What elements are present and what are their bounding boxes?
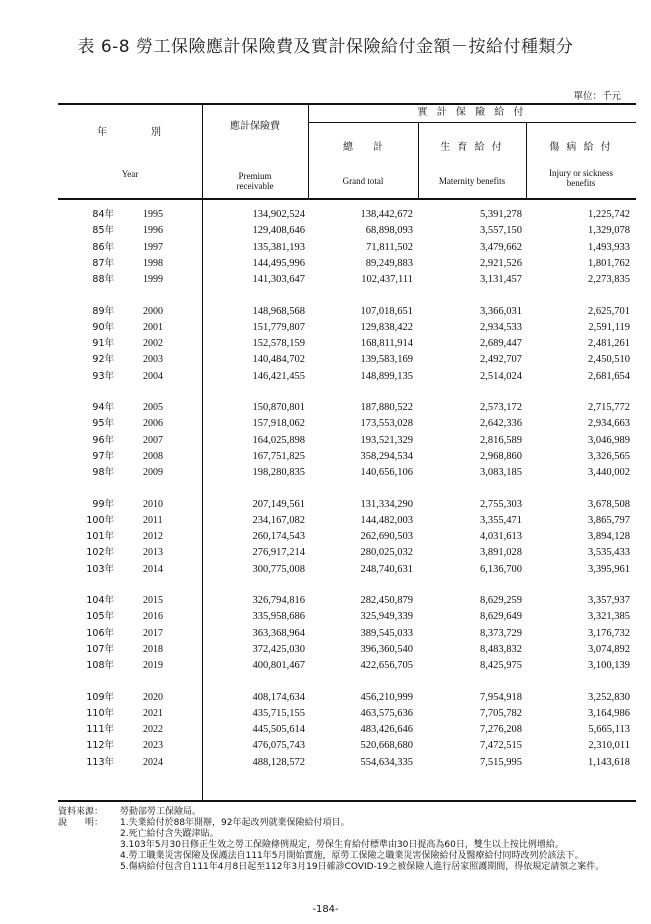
table-row — [58, 223, 636, 239]
year-ad-cell: 2002 — [143, 338, 163, 350]
header-premium-en-1: Premium — [238, 171, 272, 181]
grand-total-cell: 554,634,335 — [360, 756, 413, 768]
maternity-cell: 8,373,729 — [480, 627, 522, 639]
table-row — [58, 336, 636, 352]
table-row — [58, 545, 636, 561]
header-premium-en-2: receivable — [236, 181, 274, 191]
page-title: 表 6-8 勞工保險應計保險費及實計保險給付金額－按給付種類分 — [77, 37, 574, 57]
premium-cell: 152,578,159 — [252, 338, 305, 350]
sickness-cell: 2,310,011 — [588, 740, 630, 752]
sickness-cell: 3,440,002 — [588, 467, 630, 479]
sickness-cell: 1,225,742 — [588, 209, 630, 220]
table-row — [58, 207, 636, 223]
table-row — [58, 272, 636, 288]
year-ad-cell: 2000 — [143, 305, 163, 317]
year-roc-cell: 95年 — [92, 418, 114, 430]
table-row — [58, 433, 636, 449]
table-row — [58, 609, 636, 625]
year-ad-cell: 1995 — [143, 209, 163, 220]
year-roc-cell: 113年 — [86, 756, 114, 768]
premium-cell: 157,918,062 — [252, 418, 305, 430]
year-roc-cell: 108年 — [86, 660, 114, 672]
year-ad-cell: 2009 — [143, 467, 163, 479]
premium-cell: 148,968,568 — [252, 305, 305, 317]
grand-total-cell: 131,334,290 — [360, 498, 413, 510]
table-row — [58, 722, 636, 738]
year-ad-cell: 2003 — [143, 354, 163, 366]
header-maternity-en: Maternity benefits — [438, 176, 506, 186]
year-roc-cell: 106年 — [86, 627, 114, 639]
grand-total-cell: 325,949,339 — [360, 611, 413, 623]
header-grand-total-en: Grand total — [342, 176, 384, 186]
sickness-cell: 3,046,989 — [588, 434, 630, 446]
premium-cell: 400,801,467 — [252, 660, 305, 672]
sickness-cell: 1,143,618 — [588, 756, 630, 768]
source-line — [58, 807, 638, 818]
maternity-cell: 7,705,782 — [480, 707, 522, 719]
year-roc-cell: 100年 — [86, 514, 114, 526]
year-ad-cell: 2007 — [143, 434, 163, 446]
maternity-cell: 2,573,172 — [480, 402, 522, 413]
sickness-cell: 3,252,830 — [588, 691, 630, 703]
maternity-cell: 3,131,457 — [480, 274, 522, 286]
header-sickness-en-1: Injury or sickness — [549, 168, 613, 178]
table-row — [58, 369, 636, 385]
table-row — [58, 416, 636, 432]
table-row — [58, 449, 636, 465]
year-ad-cell: 2014 — [143, 563, 163, 575]
grand-total-cell: 193,521,329 — [360, 434, 413, 446]
header-sickness-zh: 傷 病 給 付 — [549, 142, 613, 153]
maternity-cell: 8,629,259 — [480, 595, 522, 606]
sickness-cell: 2,450,510 — [588, 354, 630, 366]
maternity-cell: 7,515,995 — [480, 756, 522, 768]
year-ad-cell: 2001 — [143, 321, 163, 333]
sickness-cell: 3,321,385 — [588, 611, 630, 623]
grand-total-cell: 148,899,135 — [360, 370, 413, 382]
year-roc-cell: 104年 — [86, 595, 114, 606]
grand-total-cell: 187,880,522 — [360, 402, 413, 413]
year-roc-cell: 84年 — [92, 209, 114, 220]
header-subrule — [308, 122, 636, 123]
sickness-cell: 3,100,139 — [588, 660, 630, 672]
year-roc-cell: 97年 — [92, 450, 114, 462]
sickness-cell: 2,481,261 — [588, 338, 630, 350]
maternity-cell: 2,968,860 — [480, 450, 522, 462]
year-ad-cell: 2018 — [143, 643, 163, 655]
year-roc-cell: 88年 — [92, 274, 114, 286]
premium-cell: 198,280,835 — [252, 467, 305, 479]
notes — [58, 807, 638, 873]
premium-cell: 363,368,964 — [252, 627, 305, 639]
maternity-cell: 2,642,336 — [480, 418, 522, 430]
table-row — [58, 465, 636, 481]
maternity-cell: 8,483,832 — [480, 643, 522, 655]
year-ad-cell: 2023 — [143, 740, 163, 752]
maternity-cell: 2,816,589 — [480, 434, 522, 446]
grand-total-cell: 248,740,631 — [360, 563, 413, 575]
sickness-cell: 5,665,113 — [588, 724, 630, 736]
table-row — [58, 513, 636, 529]
maternity-cell: 2,934,533 — [480, 321, 522, 333]
table-row — [58, 755, 636, 771]
premium-cell: 207,149,561 — [252, 498, 305, 510]
year-ad-cell: 2020 — [143, 691, 163, 703]
year-roc-cell: 105年 — [86, 611, 114, 623]
note-line — [58, 829, 638, 840]
sickness-cell: 3,395,961 — [588, 563, 630, 575]
table-row — [58, 320, 636, 336]
year-ad-cell: 2004 — [143, 370, 163, 382]
year-ad-cell: 1997 — [143, 241, 163, 253]
sickness-cell: 3,176,732 — [588, 627, 630, 639]
table-row — [58, 562, 636, 578]
table-row — [58, 690, 636, 706]
grand-total-cell: 138,442,672 — [360, 209, 413, 220]
premium-cell: 234,167,082 — [252, 514, 305, 526]
table-row — [58, 642, 636, 658]
premium-cell: 164,025,898 — [252, 434, 305, 446]
maternity-cell: 3,479,662 — [480, 241, 522, 253]
year-roc-cell: 102年 — [86, 547, 114, 559]
premium-cell: 129,408,646 — [252, 225, 305, 237]
year-roc-cell: 109年 — [86, 691, 114, 703]
grand-total-cell: 389,545,033 — [360, 627, 413, 639]
year-roc-cell: 86年 — [92, 241, 114, 253]
year-roc-cell: 92年 — [92, 354, 114, 366]
sickness-cell: 3,894,128 — [588, 531, 630, 543]
year-roc-cell: 110年 — [86, 707, 114, 719]
header-year-zh-2: 別 — [151, 127, 161, 138]
table-row — [58, 706, 636, 722]
premium-cell: 435,715,155 — [252, 707, 305, 719]
year-roc-cell: 94年 — [92, 402, 114, 413]
year-roc-cell: 87年 — [92, 257, 114, 269]
year-roc-cell: 90年 — [92, 321, 114, 333]
table-row — [58, 256, 636, 272]
sickness-cell: 3,865,797 — [588, 514, 630, 526]
premium-cell: 488,128,572 — [252, 756, 305, 768]
year-roc-cell: 93年 — [92, 370, 114, 382]
grand-total-cell: 358,294,534 — [360, 450, 413, 462]
table-row — [58, 352, 636, 368]
year-roc-cell: 96年 — [92, 434, 114, 446]
premium-cell: 146,421,455 — [252, 370, 305, 382]
note-line — [58, 851, 638, 862]
grand-total-cell: 139,583,169 — [360, 354, 413, 366]
year-roc-cell: 112年 — [86, 740, 114, 752]
header-actual-benefits: 實 計 保 險 給 付 — [417, 107, 527, 118]
maternity-cell: 7,954,918 — [480, 691, 522, 703]
table-row — [58, 593, 636, 609]
premium-cell: 326,794,816 — [252, 595, 305, 606]
grand-total-cell: 396,360,540 — [360, 643, 413, 655]
maternity-cell: 5,391,278 — [480, 209, 522, 220]
maternity-cell: 3,891,028 — [480, 547, 522, 559]
premium-cell: 151,779,807 — [252, 321, 305, 333]
maternity-cell: 2,492,707 — [480, 354, 522, 366]
maternity-cell: 3,557,150 — [480, 225, 522, 237]
sickness-cell: 3,074,892 — [588, 643, 630, 655]
premium-cell: 141,303,647 — [252, 274, 305, 286]
sickness-cell: 2,625,701 — [588, 305, 630, 317]
year-ad-cell: 2010 — [143, 498, 163, 510]
sickness-cell: 2,273,835 — [588, 274, 630, 286]
year-ad-cell: 2017 — [143, 627, 163, 639]
grand-total-cell: 102,437,111 — [361, 274, 413, 286]
grand-total-cell: 282,450,879 — [360, 595, 413, 606]
note-item: 5.傷病給付包含自111年4月8日起至112年3月19日確診COVID-19之被保險人進行居家照護期間，得依規定請領之案件。 — [120, 862, 605, 872]
year-roc-cell: 91年 — [92, 338, 114, 350]
sickness-cell: 2,934,663 — [588, 418, 630, 430]
maternity-cell: 7,472,515 — [480, 740, 522, 752]
note-line — [58, 840, 638, 851]
grand-total-cell: 520,668,680 — [360, 740, 413, 752]
header-grand-total-zh: 總 計 — [343, 142, 383, 153]
note-item: 4.勞工職業災害保險及保護法自111年5月開始實施，原勞工保險之職業災害保險給付及醫療給付同時改列於該法下。 — [120, 851, 584, 861]
premium-cell: 260,174,543 — [252, 531, 305, 543]
year-ad-cell: 2006 — [143, 418, 163, 430]
premium-cell: 408,174,634 — [252, 691, 305, 703]
header-bottom-rule — [58, 198, 636, 200]
sickness-cell: 3,326,565 — [588, 450, 630, 462]
year-roc-cell: 99年 — [92, 498, 114, 510]
grand-total-cell: 262,690,503 — [360, 531, 413, 543]
premium-cell: 167,751,825 — [252, 450, 305, 462]
maternity-cell: 7,276,208 — [480, 724, 522, 736]
grand-total-cell: 422,656,705 — [360, 660, 413, 672]
year-ad-cell: 1998 — [143, 257, 163, 269]
grand-total-cell: 144,482,003 — [360, 514, 413, 526]
sickness-cell: 1,801,762 — [588, 257, 630, 269]
maternity-cell: 8,629,649 — [480, 611, 522, 623]
year-ad-cell: 2015 — [143, 595, 163, 606]
table-row — [58, 240, 636, 256]
sickness-cell: 3,164,986 — [588, 707, 630, 719]
premium-cell: 276,917,214 — [252, 547, 305, 559]
grand-total-cell: 71,811,502 — [366, 241, 413, 253]
grand-total-cell: 129,838,422 — [360, 321, 413, 333]
sickness-cell: 2,591,119 — [588, 321, 630, 333]
header-premium-zh: 應計保險費 — [230, 121, 280, 132]
sickness-cell: 3,357,937 — [588, 595, 630, 606]
table-row — [58, 529, 636, 545]
table-top-rule — [58, 103, 636, 105]
grand-total-cell: 173,553,028 — [360, 418, 413, 430]
premium-cell: 144,495,996 — [252, 257, 305, 269]
year-ad-cell: 1999 — [143, 274, 163, 286]
year-roc-cell: 111年 — [86, 724, 114, 736]
sickness-cell: 1,493,933 — [588, 241, 630, 253]
year-ad-cell: 2022 — [143, 724, 163, 736]
grand-total-cell: 168,811,914 — [360, 338, 413, 350]
header-sickness-en-2: benefits — [566, 178, 596, 188]
source-label: 資料來源： — [58, 807, 104, 817]
maternity-cell: 3,366,031 — [480, 305, 522, 317]
premium-cell: 140,484,702 — [252, 354, 305, 366]
year-ad-cell: 1996 — [143, 225, 163, 237]
year-ad-cell: 2024 — [143, 756, 163, 768]
page-number: -184- — [312, 904, 339, 915]
grand-total-cell: 463,575,636 — [360, 707, 413, 719]
grand-total-cell: 89,249,883 — [365, 257, 413, 269]
maternity-cell: 2,921,526 — [480, 257, 522, 269]
maternity-cell: 3,355,471 — [480, 514, 522, 526]
table-row — [58, 658, 636, 674]
year-roc-cell: 101年 — [86, 531, 114, 543]
year-ad-cell: 2008 — [143, 450, 163, 462]
year-roc-cell: 85年 — [92, 225, 114, 237]
sickness-cell: 1,329,078 — [588, 225, 630, 237]
premium-cell: 300,775,008 — [252, 563, 305, 575]
maternity-cell: 4,031,613 — [480, 531, 522, 543]
table-bottom-rule — [58, 800, 636, 802]
year-ad-cell: 2011 — [143, 514, 163, 526]
year-ad-cell: 2021 — [143, 707, 163, 719]
year-ad-cell: 2013 — [143, 547, 163, 559]
year-ad-cell: 2012 — [143, 531, 163, 543]
note-line — [58, 862, 638, 873]
year-roc-cell: 103年 — [86, 563, 114, 575]
grand-total-cell: 68,898,093 — [365, 225, 413, 237]
explain-line — [58, 818, 638, 829]
year-roc-cell: 98年 — [92, 467, 114, 479]
note-item: 2.死亡給付含失蹤津貼。 — [120, 829, 219, 839]
maternity-cell: 3,083,185 — [480, 467, 522, 479]
note-item: 1.失業給付於88年開辦，92年起改列就業保險給付項目。 — [120, 818, 350, 828]
maternity-cell: 2,689,447 — [480, 338, 522, 350]
sickness-cell: 3,678,508 — [588, 498, 630, 510]
maternity-cell: 8,425,975 — [480, 660, 522, 672]
grand-total-cell: 456,210,999 — [360, 691, 413, 703]
table-row — [58, 400, 636, 416]
grand-total-cell: 140,656,106 — [360, 467, 413, 479]
year-ad-cell: 2005 — [143, 402, 163, 413]
premium-cell: 335,958,686 — [252, 611, 305, 623]
table-row — [58, 304, 636, 320]
premium-cell: 135,381,193 — [252, 241, 305, 253]
source-text: 勞動部勞工保險局。 — [120, 807, 202, 817]
grand-total-cell: 107,018,651 — [360, 305, 413, 317]
maternity-cell: 2,755,303 — [480, 498, 522, 510]
premium-cell: 372,425,030 — [252, 643, 305, 655]
header-year-zh-1: 年 — [97, 127, 107, 138]
premium-cell: 134,902,524 — [252, 209, 305, 220]
premium-cell: 476,075,743 — [252, 740, 305, 752]
year-ad-cell: 2016 — [143, 611, 163, 623]
sickness-cell: 2,681,654 — [588, 370, 630, 382]
year-ad-cell: 2019 — [143, 660, 163, 672]
maternity-cell: 2,514,024 — [480, 370, 522, 382]
grand-total-cell: 483,426,646 — [360, 724, 413, 736]
note-item: 3.103年5月30日修正生效之勞工保險條例規定，勞保生育給付標準由30日提高為60日，雙生以上按比例增給。 — [120, 840, 564, 850]
year-roc-cell: 89年 — [92, 305, 114, 317]
header-maternity-zh: 生 育 給 付 — [440, 142, 504, 153]
header-year-en: Year — [121, 169, 139, 179]
table-row — [58, 497, 636, 513]
sickness-cell: 3,535,433 — [588, 547, 630, 559]
unit-label: 單位：千元 — [573, 91, 621, 102]
table-row — [58, 626, 636, 642]
grand-total-cell: 280,025,032 — [360, 547, 413, 559]
premium-cell: 445,505,614 — [252, 724, 305, 736]
table-row — [58, 738, 636, 754]
year-roc-cell: 107年 — [86, 643, 114, 655]
maternity-cell: 6,136,700 — [480, 563, 522, 575]
sickness-cell: 2,715,772 — [588, 402, 630, 413]
premium-cell: 150,870,801 — [252, 402, 305, 413]
explain-label: 說 明： — [58, 818, 104, 828]
